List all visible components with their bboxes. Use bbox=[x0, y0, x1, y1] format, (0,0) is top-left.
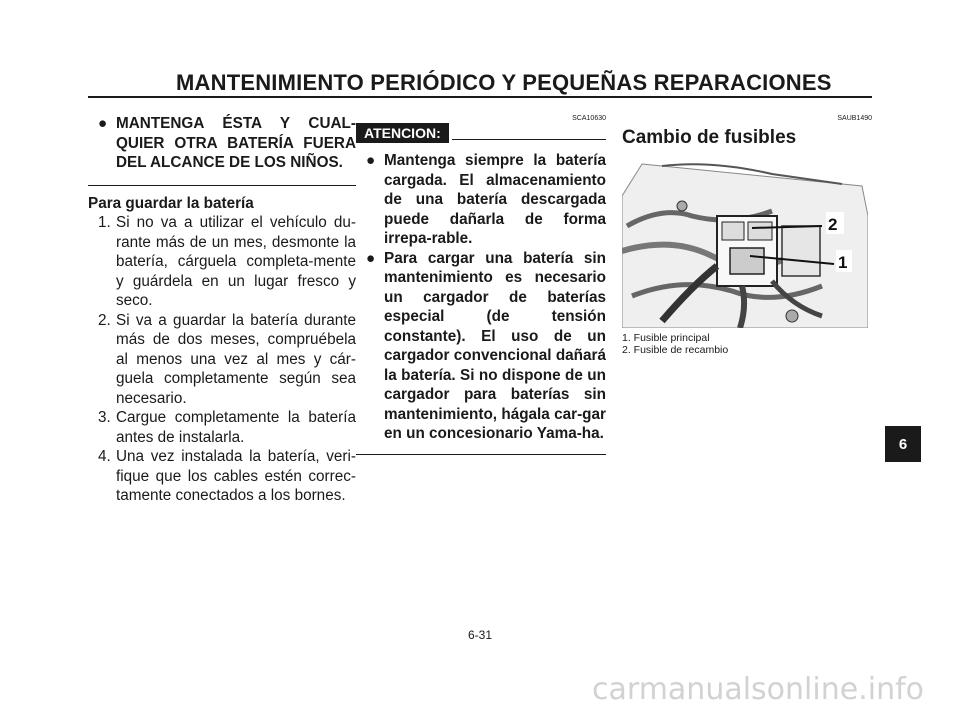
list-item bbox=[88, 311, 356, 409]
section-title: Cambio de fusibles bbox=[622, 127, 797, 148]
bullet-icon: ● bbox=[366, 152, 376, 169]
list-item bbox=[88, 213, 356, 311]
warning-bullet bbox=[88, 114, 356, 173]
step-number: 1. bbox=[98, 214, 111, 231]
bullet-icon: ● bbox=[98, 115, 108, 132]
header-rule bbox=[88, 96, 872, 98]
bullet-icon: ● bbox=[366, 249, 376, 267]
storage-steps bbox=[88, 213, 356, 506]
step-text: Si va a guardar la batería durante más de dos meses, compruébela al menos una vez al mes y cár-guela completamente según sea necesario. bbox=[116, 311, 356, 407]
caption-main-fuse: 1. Fusible principal bbox=[622, 332, 710, 344]
right-column bbox=[622, 114, 872, 356]
storage-heading: Para guardar la batería bbox=[88, 194, 254, 212]
step-text: Una vez instalada la batería, veri-fique que los cables estén correc-tamente conectados a los bornes. bbox=[116, 448, 356, 504]
attention-label: ATENCION: bbox=[356, 123, 449, 143]
attention-bullet bbox=[356, 249, 606, 444]
step-text: Cargue completamente la batería antes de instalarla. bbox=[116, 409, 356, 446]
attention-rule bbox=[452, 139, 606, 140]
attention-bullet bbox=[356, 151, 606, 249]
middle-column bbox=[356, 114, 606, 455]
page-header-title: MANTENIMIENTO PERIÓDICO Y PEQUEÑAS REPARACIONES bbox=[176, 70, 832, 95]
step-number: 4. bbox=[98, 448, 111, 465]
chapter-tab: 6 bbox=[885, 426, 921, 462]
warning-bullet-text: MANTENGA ÉSTA Y CUAL-QUIER OTRA BATERÍA FUERA DEL ALCANCE DE LOS NIÑOS. bbox=[116, 115, 356, 171]
figure-label-2: 2 bbox=[828, 215, 838, 234]
figure-label-1: 1 bbox=[838, 253, 848, 272]
reference-code: SCA10630 bbox=[572, 115, 606, 122]
caption-spare-fuse: 2. Fusible de recambio bbox=[622, 344, 729, 356]
step-number: 2. bbox=[98, 311, 111, 329]
list-item bbox=[88, 447, 356, 506]
reference-code: SAUB1490 bbox=[837, 115, 872, 122]
step-text: Si no va a utilizar el vehículo du-rante más de un mes, desmonte la batería, cárguela completa-mente y guárdela en un lugar fresco y seco. bbox=[116, 214, 356, 309]
watermark: carmanualsonline.info bbox=[592, 672, 924, 707]
attention-bullet-text: Para cargar una batería sin mantenimiento es necesario un cargador de baterías especial (de tensión constante). El uso de un cargador convencional dañará la batería. Si no dispone de un cargador para baterías sin mantenimiento, hágala car-gar en un concesionario Yama-ha. bbox=[384, 249, 606, 442]
divider bbox=[88, 185, 356, 186]
attention-header bbox=[356, 123, 606, 145]
step-number: 3. bbox=[98, 409, 111, 426]
figure-captions bbox=[622, 332, 872, 356]
divider bbox=[356, 454, 606, 455]
page-number: 6-31 bbox=[467, 628, 493, 642]
list-item bbox=[88, 408, 356, 447]
fuse-box-illustration bbox=[622, 156, 868, 328]
fuse-photo bbox=[622, 156, 868, 328]
attention-bullet-text: Mantenga siempre la batería cargada. El almacenamiento de una batería descargada puede dañarla de forma irrepa-rable. bbox=[384, 152, 606, 247]
left-column bbox=[88, 114, 356, 506]
